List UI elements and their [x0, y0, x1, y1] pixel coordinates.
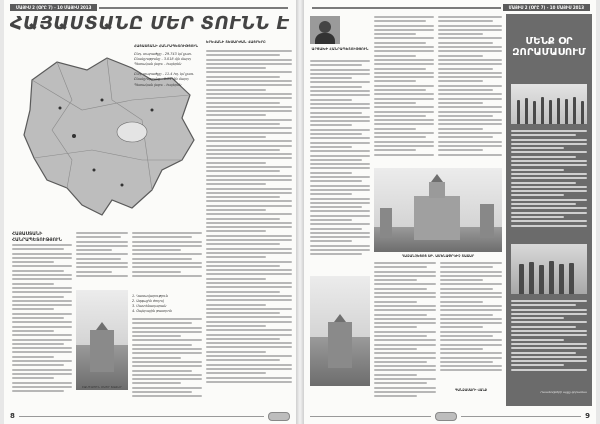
folio-date: ՄԱՅԻՍ 2 (ՕՐԸ 7) - 10 ՄԱՅԻՍ 2013 [10, 4, 97, 11]
sidebar-text [206, 50, 292, 406]
group-photo [511, 244, 587, 294]
church-photo-right [310, 276, 370, 386]
author-label: ԱՐՑԱԽԻ ՀԱՆՐԱՊԵՏՈՒԹՅՈՒՆ [311, 47, 369, 51]
list-item: 3. Մատենադարան [132, 304, 167, 308]
right-article-text-2 [132, 318, 202, 406]
feature-title: ՄԵՆՔ ՕՐ ԶՈՐԱՄԱՍՈՒՄ [512, 36, 586, 58]
list-item: 1. Կառավարություն [132, 294, 169, 298]
right-footer [310, 411, 590, 421]
feature-note: Ուսանողների այցը զորամաս [540, 390, 587, 394]
page-number: 9 [585, 412, 590, 420]
page-headline: ՀԱՅԱՍՏԱՆԸ ՄԵՐ ՏՈՒՆՆ Է [10, 14, 290, 34]
feature-text-2 [511, 300, 587, 384]
page-gutter [296, 0, 304, 424]
right-col-4-text [374, 262, 436, 406]
cathedral-caption: ՂԱԶԱՆՉԵՑՈՑ ՍԲ. ԱՄԵՆԱՓՐԿԻՉ ՏԱՃԱՐ [401, 254, 475, 258]
church-photo-left [76, 290, 128, 390]
cathedral-photo [374, 168, 502, 252]
newspaper-logo [435, 412, 457, 421]
right-article-text [132, 232, 202, 292]
sites-list [132, 294, 202, 314]
page-number: 8 [10, 412, 15, 420]
right-col-1-text [310, 60, 370, 272]
photo-caption: ԷՋՄԻԱԾԻՆ ՄԱՅՐ ՏԱՃԱՐ [82, 385, 122, 389]
right-page [304, 0, 596, 424]
middle-article-text [76, 232, 128, 288]
facts-block [134, 44, 210, 88]
fact-area: Ընդ. տարածքը - 29.743 կմ քառ․ [134, 51, 192, 56]
right-col-2-text [374, 16, 434, 166]
right-col-5-text [440, 262, 502, 382]
feature-box [506, 14, 592, 406]
fact-area-b: Ընդ. տարածքը - 11.4 հզ․ կմ քառ․ [134, 72, 195, 77]
facts-title: ՀԱՅԱՍՏԱՆԻ ՀԱՆՐԱՊԵՏՈՒԹՅՈՒՆ [134, 44, 198, 48]
list-item: 2. Ազգային ժողով [132, 299, 164, 303]
fact-population: Բնակչությունը - 3.018 մլն մարդ [134, 56, 191, 61]
monastery-caption: ԳԱՆՁԱՍԱՐԻ ՎԱՆՔ [455, 388, 487, 392]
author-portrait [310, 16, 340, 44]
left-folio [10, 3, 290, 12]
left-article-text [12, 244, 72, 406]
right-col-3-text [438, 16, 502, 166]
fact-language-b: Պետական լեզու - հայերեն [134, 82, 182, 87]
list-item: 4. Օպերային թատրոն [132, 309, 172, 313]
folio-date: ՄԱՅԻՍ 2 (ՕՐԸ 7) - 10 ՄԱՅԻՍ 2013 [503, 4, 590, 11]
newspaper-logo [268, 412, 290, 421]
section-title: ՀԱՅԱՍՏԱՆԻ ՀԱՆՐԱՊԵՏՈՒԹՅՈՒՆ [12, 232, 62, 243]
fact-population-b: Բնակչությունը - 0.14 մլն մարդ [134, 77, 189, 82]
feature-text [511, 130, 587, 238]
soldiers-photo [511, 84, 587, 124]
left-page [4, 0, 296, 424]
right-folio [310, 3, 590, 12]
fact-language: Պետական լեզու - հայերեն [134, 62, 182, 67]
left-footer [10, 411, 290, 421]
sidebar-title: ԵՐԵՎԱՆԻ ՏԵՍԱՐԺԱՆ ՎԱՅՐԵՐԸ [206, 40, 266, 44]
